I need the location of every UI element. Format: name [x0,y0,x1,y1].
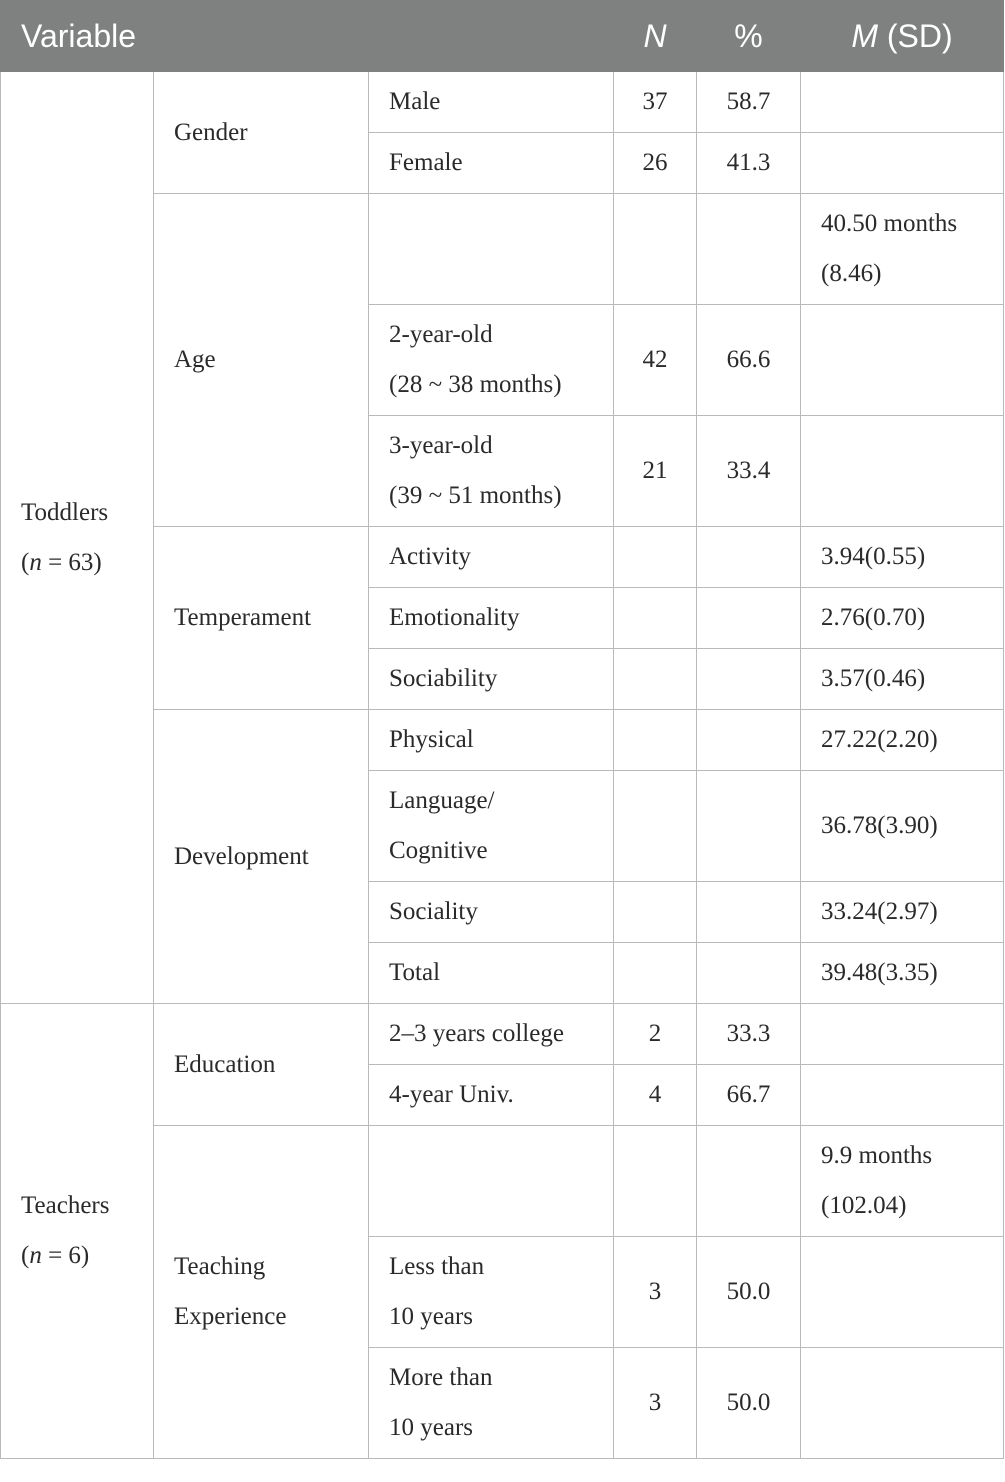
row-label-dev-total: Total [369,943,614,1004]
cell-n-dev-total [614,943,697,1004]
cell-pct-male: 58.7 [697,72,801,133]
cell-pct-college: 33.3 [697,1004,801,1065]
cell-pct-exp-less: 50.0 [697,1237,801,1348]
row-label-exp-less-l1: Less than [389,1253,485,1280]
category-teaching-l2: Experience [174,1303,287,1330]
row-label-male: Male [369,72,614,133]
cell-n-sociability [614,649,697,710]
cell-msd-exp-total [801,1126,1004,1237]
row-label-physical: Physical [369,710,614,771]
group-teachers-n-prefix: ( [21,1242,30,1269]
group-toddlers-label: Toddlers [21,498,109,526]
category-gender: Gender [154,72,369,194]
cell-n-age-3: 21 [614,416,697,527]
cell-msd-exp-total-l1: 9.9 months [821,1142,933,1169]
cell-n-exp-more: 3 [614,1348,697,1459]
cell-msd-activity: 3.94(0.55) [801,527,1004,588]
category-education: Education [154,1004,369,1126]
cell-n-male: 37 [614,72,697,133]
cell-msd-age-2 [801,305,1004,416]
table-row [1,1004,1004,1065]
cell-pct-age-total [697,194,801,305]
cell-n-age-2: 42 [614,305,697,416]
header-n [614,1,697,72]
cell-msd-sociability: 3.57(0.46) [801,649,1004,710]
cell-msd-exp-less [801,1237,1004,1348]
cell-pct-activity [697,527,801,588]
row-label-activity: Activity [369,527,614,588]
cell-pct-univ: 66.7 [697,1065,801,1126]
row-label-exp-less [369,1237,614,1348]
cell-n-age-total [614,194,697,305]
row-label-language-l1: Language/ [389,787,495,814]
cell-n-emotionality [614,588,697,649]
cell-pct-female: 41.3 [697,133,801,194]
cell-msd-exp-total-l2: (102.04) [821,1192,907,1219]
cell-msd-age-total-l2: (8.46) [821,260,882,287]
cell-n-sociality [614,882,697,943]
cell-msd-male [801,72,1004,133]
cell-msd-dev-total: 39.48(3.35) [801,943,1004,1004]
header-sd-text: (SD) [878,17,953,54]
group-toddlers [1,72,154,1004]
row-label-age-2-l1: 2-year-old [389,321,493,348]
row-label-exp-less-l2: 10 years [389,1303,473,1330]
cell-msd-age-total [801,194,1004,305]
header-m-sd [801,1,1004,72]
row-label-language [369,771,614,882]
row-label-age-3-l1: 3-year-old [389,432,493,459]
row-label-college: 2–3 years college [369,1004,614,1065]
row-label-age-3 [369,416,614,527]
group-teachers-n-suffix: = 6) [41,1242,90,1269]
row-label-univ: 4-year Univ. [369,1065,614,1126]
cell-n-physical [614,710,697,771]
category-teaching-l1: Teaching [174,1253,266,1280]
cell-msd-age-3 [801,416,1004,527]
row-label-age-2 [369,305,614,416]
cell-pct-sociality [697,882,801,943]
cell-pct-age-3: 33.4 [697,416,801,527]
row-label-age-2-l2: (28 ~ 38 months) [389,371,562,398]
group-toddlers-n-var: n [29,548,42,576]
group-teachers-label: Teachers [21,1192,110,1219]
cell-pct-sociability [697,649,801,710]
group-teachers-n-var: n [29,1242,42,1269]
cell-msd-emotionality: 2.76(0.70) [801,588,1004,649]
header-row [1,1,1004,72]
table-row [1,72,1004,133]
cell-pct-exp-total [697,1126,801,1237]
group-toddlers-n-prefix: ( [21,548,30,576]
header-m-text: M [851,17,878,54]
row-label-emotionality: Emotionality [369,588,614,649]
cell-msd-female [801,133,1004,194]
cell-n-college: 2 [614,1004,697,1065]
cell-msd-physical: 27.22(2.20) [801,710,1004,771]
cell-pct-language [697,771,801,882]
group-toddlers-n-suffix: = 63) [41,548,102,576]
row-label-exp-more [369,1348,614,1459]
cell-msd-college [801,1004,1004,1065]
cell-pct-emotionality [697,588,801,649]
row-label-exp-more-l2: 10 years [389,1414,473,1441]
cell-msd-age-total-l1: 40.50 months [821,210,958,237]
cell-n-activity [614,527,697,588]
category-temperament: Temperament [154,527,369,710]
cell-pct-physical [697,710,801,771]
cell-pct-exp-more: 50.0 [697,1348,801,1459]
row-label-female: Female [369,133,614,194]
header-n-text: N [643,17,667,54]
cell-msd-univ [801,1065,1004,1126]
row-label-sociality: Sociality [369,882,614,943]
cell-n-univ: 4 [614,1065,697,1126]
header-percent: % [697,1,801,72]
cell-msd-language: 36.78(3.90) [801,771,1004,882]
category-age: Age [154,194,369,527]
header-variable: Variable [1,1,614,72]
cell-msd-exp-more [801,1348,1004,1459]
row-label-language-l2: Cognitive [389,837,488,864]
category-development: Development [154,710,369,1004]
row-label-exp-total [369,1126,614,1237]
row-label-sociability: Sociability [369,649,614,710]
cell-n-exp-less: 3 [614,1237,697,1348]
row-label-exp-more-l1: More than [389,1364,493,1391]
cell-pct-dev-total [697,943,801,1004]
row-label-age-3-l2: (39 ~ 51 months) [389,482,562,509]
category-teaching-experience [154,1126,369,1459]
row-label-age-total [369,194,614,305]
cell-msd-sociality: 33.24(2.97) [801,882,1004,943]
group-teachers [1,1004,154,1459]
cell-n-female: 26 [614,133,697,194]
cell-n-language [614,771,697,882]
cell-n-exp-total [614,1126,697,1237]
cell-pct-age-2: 66.6 [697,305,801,416]
